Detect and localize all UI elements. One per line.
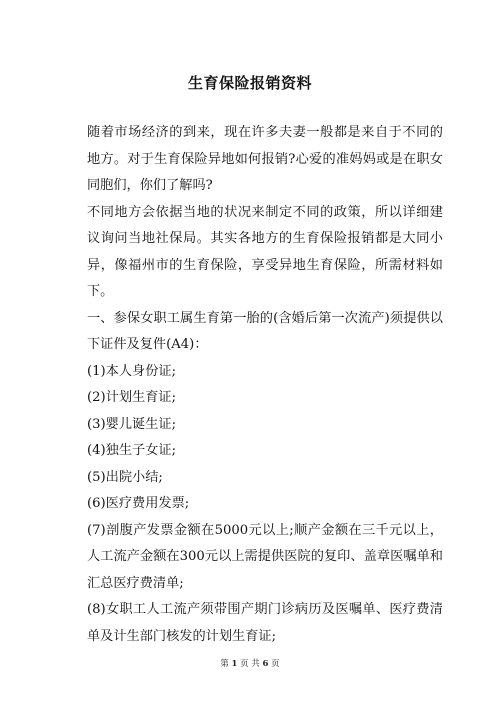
list-item: (2)计划生育证; [87,390,177,405]
footer-middle: 页 共 [240,659,260,669]
list-item: (5)出院小结; [87,469,163,485]
list-item: (3)婴儿诞生证; [87,416,177,432]
footer-prefix: 第 [220,659,229,669]
page-footer [0,657,500,669]
paragraph-section-heading: 一、参保女职工属生育第一胎的(含婚后第一次流产)须提供以下证件及复件(A4)： [87,310,443,352]
footer-suffix: 页 [271,659,280,669]
paragraph-intro: 随着市场经济的到来，现在许多夫妻一般都是来自于不同的地方。对于生育保险异地如何报销?心爱的准妈妈或是在职女同胞们，你们了解吗? [87,125,443,193]
list-item: (4)独生子女证; [87,443,177,458]
paragraph-policy: 不同地方会依据当地的状况来制定不同的政策，所以详细建议询问当地社保局。其实各地方的生育保险报销都是大同小异，像福州市的生育保险，享受异地生育保险，所需材料如下。 [87,204,443,299]
footer-total-pages: 6 [262,659,269,669]
document-title: 生育保险报销资料 [187,74,312,92]
list-item: (6)医疗费用发票; [87,496,190,511]
list-item: (8)女职工人工流产须带围产期门诊病历及医嘱单、医疗费清单及计生部门核发的计划生育证; [87,602,443,644]
list-item: (1)本人身份证; [87,363,177,379]
document-body [87,120,443,650]
footer-current-page: 1 [231,659,238,669]
list-item: (7)剖腹产发票金额在5000元以上;顺产金额在三千元以上，人工流产金额在300元以上需提供医院的复印、盖章医嘱单和汇总医疗费清单; [87,522,443,591]
